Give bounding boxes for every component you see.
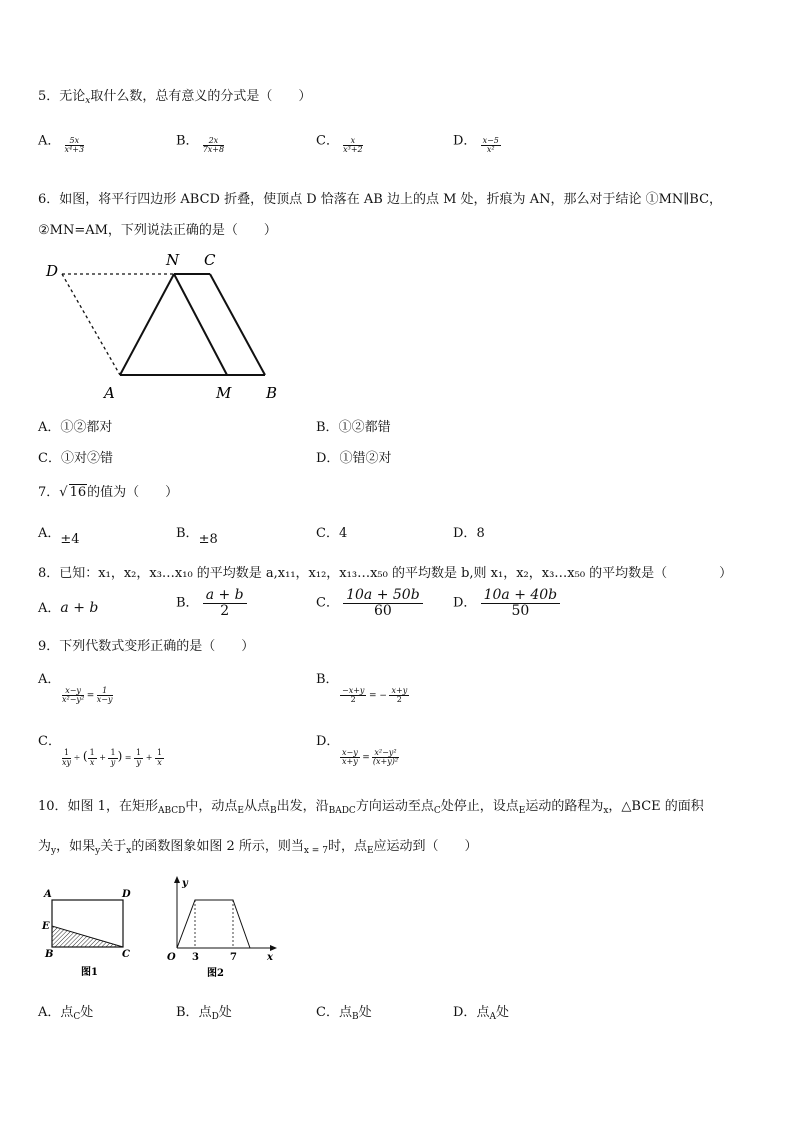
q6-option-a[interactable]: A．①②都对 — [38, 420, 113, 435]
q10-option-d[interactable]: D．点$_A$处 — [453, 1005, 509, 1022]
fig2-label-x: x — [267, 952, 273, 963]
fig1-label-d: D — [122, 889, 131, 900]
label-m: M — [216, 384, 232, 402]
q10-option-a[interactable]: A．点$_C$处 — [38, 1005, 94, 1022]
q9-option-a[interactable]: A． $\frac{x-y}{\text{x²−y²}}$ = $\frac{1}{x-y}$ — [38, 672, 113, 705]
label-a: A — [104, 384, 115, 402]
label-c: C — [204, 251, 216, 269]
q8-stem: 8．已知：x₁，x₂，x₃…x₁₀ 的平均数是 a,x₁₁，x₁₂，x₁₃…x₅₀ 的平均数是 b,则 x₁，x₂，x₃…x₅₀ 的平均数是（ ） — [38, 566, 733, 581]
fig2-tick-3: 3 — [192, 952, 199, 963]
q8-option-d[interactable]: D． $\frac{10a + 40b}{50}$ — [453, 588, 560, 618]
q5-option-a[interactable]: A． $\frac{5x}{\text{x⁴+3}}$ — [38, 133, 85, 155]
q6-option-d[interactable]: D．①错②对 — [316, 451, 392, 466]
fig1-label-a: A — [44, 889, 52, 900]
fig2-label-origin: O — [167, 952, 176, 963]
q7-option-c[interactable]: C．4 — [316, 526, 348, 541]
q5-option-d[interactable]: D． $\frac{x-5}{\text{x²}}$ — [453, 133, 499, 155]
q6-option-c[interactable]: C．①对②错 — [38, 451, 113, 466]
label-d: D — [46, 262, 59, 280]
fig1-label-e: E — [42, 921, 50, 932]
q7-option-a[interactable]: A．±4 — [38, 526, 80, 547]
q8-option-b[interactable]: B． $\frac{a + b}{2}$ — [176, 588, 247, 618]
q8-option-c[interactable]: C． $\frac{10a + 50b}{60}$ — [316, 588, 423, 618]
q10-option-c[interactable]: C．点$_B$处 — [316, 1005, 372, 1022]
triangle-bce — [52, 926, 123, 947]
q9-option-d[interactable]: D． $\frac{x-y}{x+y}$ = $\frac{\text{x²−y²}}{\text{(x+y)²}}$ — [316, 734, 399, 767]
fig2-caption: 图2 — [207, 968, 224, 979]
fig2-tick-7: 7 — [230, 952, 237, 963]
q9-option-b[interactable]: B． $\frac{-x+y}{2}$ = − $\frac{x+y}{2}$ — [316, 672, 408, 705]
q7-stem: 7．√ 16的值为（ ） — [38, 485, 179, 500]
crease-an — [120, 274, 174, 375]
q9-stem: 9．下列代数式变形正确的是（ ） — [38, 639, 255, 654]
function-graph — [177, 900, 250, 948]
q7-option-d[interactable]: D．8 — [453, 526, 485, 541]
q8-option-a[interactable]: A．a + b — [38, 600, 99, 616]
label-n: N — [166, 251, 180, 269]
q5-option-c[interactable]: C． $\frac{x}{\text{x³+2}}$ — [316, 133, 363, 155]
q10-stem-line2: 为$_y$，如果$_y$关于$_x$的函数图象如图 2 所示，则当$_{x = 7}$时，点$_E$应运动到（ ） — [38, 839, 478, 856]
q6-figure-parallelogram — [40, 248, 300, 408]
fig2-label-y: y — [182, 878, 188, 889]
q10-figure1-rectangle — [38, 883, 138, 983]
q5-option-b[interactable]: B． $\frac{2x}{7x+8}$ — [176, 133, 225, 155]
q10-stem-line1: 10．如图 1，在矩形$_{ABCD}$中，动点$_E$从点$_B$出发，沿$_{BADC}$方向运动至点$_C$处停止，设点$_E$运动的路程为$_x$，△BCE 的面积 — [38, 799, 704, 816]
fig1-label-b: B — [45, 949, 54, 960]
q9-option-c[interactable]: C． $\frac{1}{xy}$ ÷ ( $\frac{1}{x}$ + $\frac{1}{y}$ ) = $\frac{1}{y}$ + $\frac{1}{x}$ — [38, 734, 163, 767]
q10-figure2-graph — [155, 870, 285, 985]
q7-option-b[interactable]: B．±8 — [176, 526, 218, 547]
fig1-caption: 图1 — [81, 967, 98, 978]
x-axis-arrow — [270, 945, 277, 951]
q10-option-b[interactable]: B．点$_D$处 — [176, 1005, 232, 1022]
q5-stem: 5．无论$_x$取什么数，总有意义的分式是（ ） — [38, 89, 312, 106]
fold-line-da — [62, 274, 120, 375]
q6-option-b[interactable]: B．①②都错 — [316, 420, 391, 435]
fig1-label-c: C — [122, 949, 130, 960]
q6-stem-line1: 6．如图，将平行四边形 ABCD 折叠，使顶点 D 恰落在 AB 边上的点 M 处，折痕为 AN，那么对于结论 ①MN∥BC， — [38, 192, 723, 207]
label-b: B — [266, 384, 278, 402]
y-axis-arrow — [174, 876, 180, 883]
q6-stem-line2: ②MN=AM，下列说法正确的是（ ） — [38, 223, 277, 238]
